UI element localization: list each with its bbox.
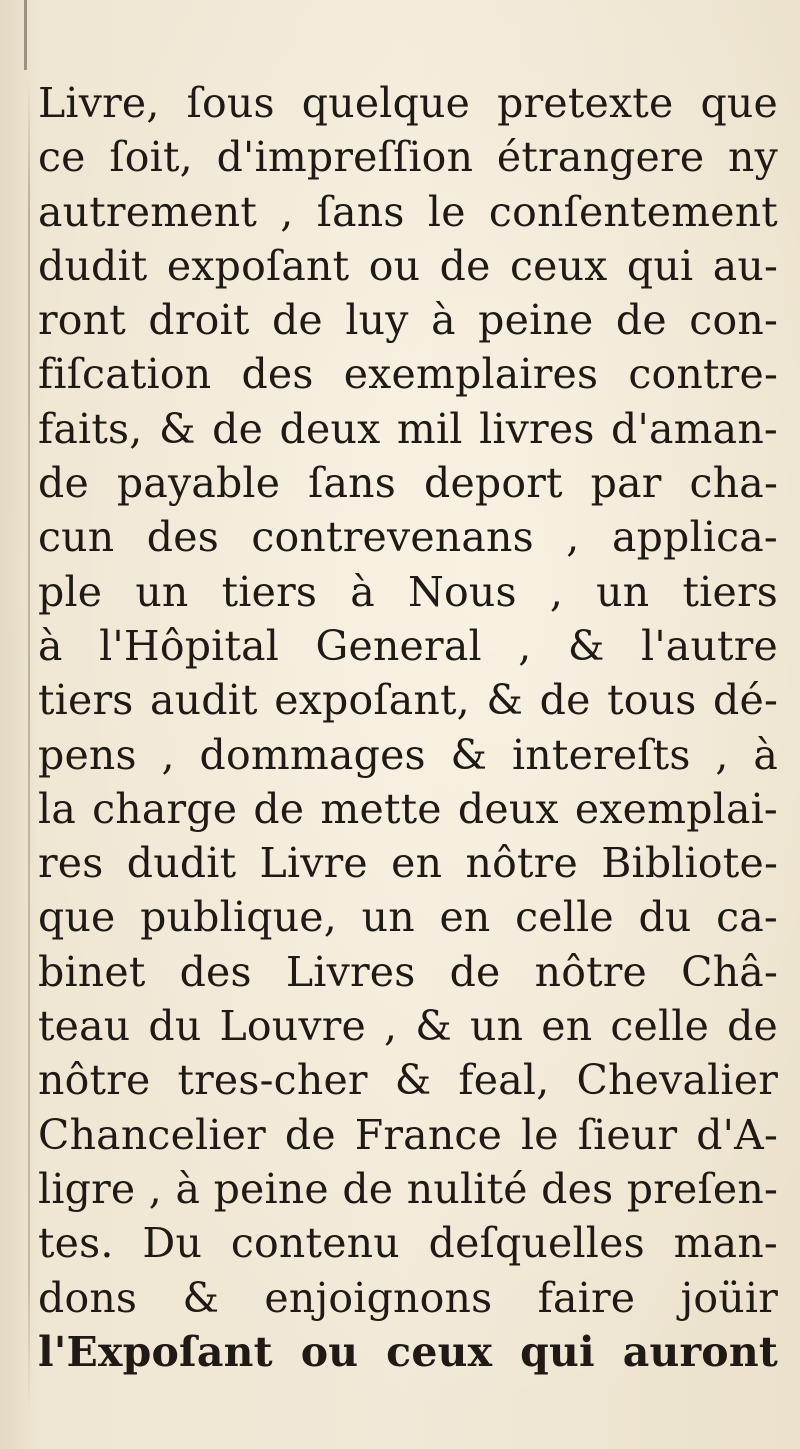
text-line: ce ſoit, d'impreſſion étrangere ny — [38, 133, 778, 182]
text-line: ligre , à peine de nulité des preſen- — [38, 1164, 778, 1213]
text-line: nôtre tres-cher & feal, Chevalier — [38, 1056, 778, 1105]
text-line: ple un tiers à Nous , un tiers — [38, 567, 778, 616]
text-line: autrement , ſans le conſentement — [38, 187, 778, 236]
page-edge-mark — [24, 0, 27, 70]
text-line: de payable ſans deport par cha- — [38, 459, 778, 508]
text-line: faits, & de deux mil livres d'aman- — [38, 404, 778, 453]
text-line: la charge de mette deux exemplai- — [38, 784, 778, 833]
gutter-shadow — [28, 80, 30, 1410]
text-line: dons & enjoignons faire joüir — [38, 1273, 778, 1322]
text-line: cun des contrevenans , applica- — [38, 513, 778, 562]
text-line: binet des Livres de nôtre Châ- — [38, 947, 778, 996]
text-line: que publique, un en celle du ca- — [38, 893, 778, 942]
text-line: Livre, ſous quelque pretexte que — [38, 79, 778, 127]
body-text — [38, 76, 778, 1379]
text-line: à l'Hôpital General , & l'autre — [38, 621, 778, 670]
text-line: res dudit Livre en nôtre Bibliote- — [38, 839, 778, 888]
text-line: tiers audit expoſant, & de tous dé- — [38, 676, 778, 725]
text-line: ront droit de luy à peine de con- — [38, 296, 778, 345]
text-line: l'Expoſant ou ceux qui auront — [38, 1327, 778, 1376]
text-line: Chancelier de France le ſieur d'A- — [38, 1110, 778, 1159]
text-line: teau du Louvre , & un en celle de — [38, 1002, 778, 1051]
text-line: pens , dommages & intereſts , à — [38, 730, 778, 779]
text-line: tes. Du contenu deſquelles man- — [38, 1219, 778, 1268]
text-line: fiſcation des exemplaires contre- — [38, 350, 778, 399]
text-line: dudit expoſant ou de ceux qui au- — [38, 241, 778, 290]
